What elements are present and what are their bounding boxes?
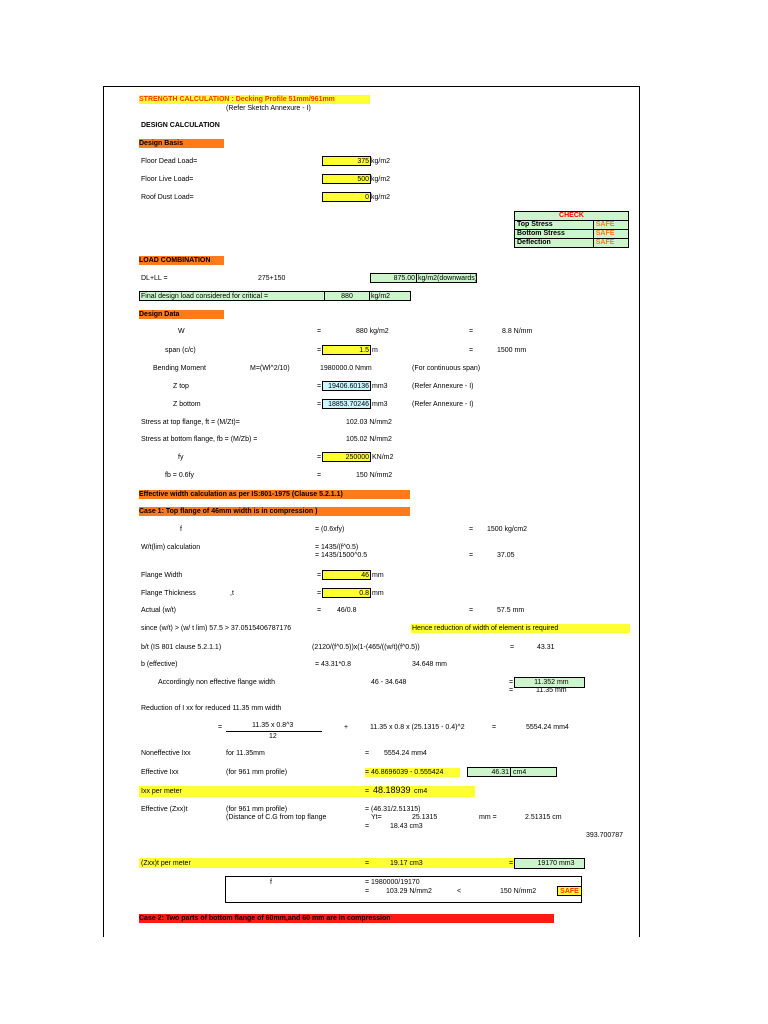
stress-value: 103.29 N/mm2: [386, 888, 432, 895]
zxx-box: [514, 858, 585, 869]
zxx-box-unit: mm3: [558, 860, 575, 867]
f-expr: = (0.6xfy): [315, 526, 345, 533]
bm-note: (For continuous span): [412, 365, 481, 372]
ztop-note: (Refer Annexure - I): [412, 383, 474, 390]
flange-width-input[interactable]: 46: [322, 570, 371, 580]
zxx-value: 18.43 cm3: [390, 823, 423, 830]
fb-value: 105.02 N/mm2: [346, 436, 392, 443]
stress-limit: 150 N/mm2: [500, 888, 537, 895]
wt-eq: =: [469, 552, 474, 559]
check-bottom-value: SAFE: [593, 230, 628, 239]
cg-distance-label: (Distance of C.G from top flange: [226, 814, 327, 821]
w-eq: =: [317, 328, 322, 335]
fb06-eq: =: [317, 472, 322, 479]
stress-f-label: f: [270, 879, 272, 886]
beff-value: 34.648 mm: [412, 661, 448, 668]
eff-ixx-expr: = 46.8696039 - 0.555424: [365, 768, 460, 777]
dlll-value: 875.00: [370, 273, 417, 283]
bm-formula: M=(Wl^2/10): [250, 365, 290, 372]
page-title: STRENGTH CALCULATION : Decking Profile 51mm/961mm: [139, 95, 370, 104]
ft-label: Stress at top flange, ft = (M/Zt)=: [141, 419, 240, 426]
roof-dust-input[interactable]: 0: [322, 192, 371, 202]
zbot-unit: mm3: [372, 401, 388, 408]
flange-thick-unit: mm: [372, 590, 384, 597]
reduction-num: 11.35 x 0.8^3: [252, 722, 294, 729]
flange-thick-label: Flange Thickness: [141, 590, 196, 597]
zxx-per-meter-eq: =: [365, 860, 370, 867]
floor-live-unit: kg/m2: [371, 176, 391, 183]
flange-width-unit: mm: [372, 572, 384, 579]
final-load-label: Final design load considered for critical =: [139, 291, 325, 301]
hence-text: Hence reduction of width of element is required: [411, 624, 630, 633]
reduction-eq: =: [218, 724, 223, 731]
zxx-eq: =: [365, 823, 370, 830]
reduction-den: 12: [269, 733, 277, 740]
zbot-label: Z bottom: [173, 401, 201, 408]
span-label: span (c/c): [165, 347, 196, 354]
w-value: 880 kg/m2: [356, 328, 389, 335]
final-load-value: 880: [324, 291, 370, 301]
stress-eq: =: [365, 888, 370, 895]
fb-label: Stress at bottom flange, fb = (M/Zb) =: [141, 436, 258, 443]
span-unit: m: [372, 347, 378, 354]
noneff-label: Noneffective Ixx: [141, 750, 191, 757]
zxx-per-meter-value: 19.17 cm3: [390, 860, 423, 867]
w-value2: 8.8 N/mm: [502, 328, 533, 335]
fy-input[interactable]: 250000: [322, 452, 371, 462]
wt-expr1: = 1435/(f^0.5): [315, 544, 359, 551]
ixx-per-meter-value: 48.18939: [373, 785, 411, 795]
fb06-value: 150 N/mm2: [356, 472, 393, 479]
fy-unit: KN/m2: [372, 454, 394, 461]
wt-expr2: = 1435/1500^0.5: [315, 552, 368, 559]
actual-wt-value: 57.5 mm: [497, 607, 525, 614]
subtitle: (Refer Sketch Annexure - I): [226, 105, 311, 112]
span-eq2: =: [469, 347, 474, 354]
ixx-per-meter-unit: cm4: [414, 788, 428, 795]
case2-header: Case 2: Two parts of bottom flange of 60mm,and 60 mm are in compression: [139, 914, 554, 923]
actual-wt-eq2: =: [469, 607, 474, 614]
check-deflection-value: SAFE: [593, 239, 628, 248]
check-top-label: Top Stress: [515, 221, 594, 230]
bm-label: Bending Moment: [153, 365, 206, 372]
design-data-header: Design Data: [139, 310, 224, 319]
bt-value: 43.31: [537, 644, 555, 651]
final-load-unit: kg/m2: [369, 291, 411, 301]
zxx-label: Effective (Zxx)t: [141, 806, 188, 813]
noneff-for: for 11.35mm: [226, 750, 265, 757]
noneff-eq: =: [365, 750, 370, 757]
fb06-label: fb = 0.6fy: [165, 472, 194, 479]
load-comb-header: LOAD COMBINATION: [139, 256, 224, 265]
w-label: W: [178, 328, 185, 335]
eff-ixx-unit: cm4: [510, 767, 557, 777]
flange-thick-sym: ,t: [230, 590, 234, 597]
zxx-per-meter-eq2: =: [509, 860, 514, 867]
eff-ixx-label: Effective Ixx: [141, 769, 179, 776]
beff-label: b (effective): [141, 661, 178, 668]
bt-expr: (2120/(f^0.5))x(1-(465/((w/t)(f^0.5)): [312, 644, 420, 651]
zxx-for: (for 961 mm profile): [226, 806, 288, 813]
case1-header: Case 1: Top flange of 46mm width is in compression ): [139, 507, 410, 516]
ztop-input[interactable]: 19406.60136: [322, 381, 371, 391]
floor-dead-input[interactable]: 375: [322, 156, 371, 166]
roof-dust-unit: kg/m2: [371, 194, 391, 201]
accord-unit: mm: [556, 679, 569, 686]
f-eq: =: [469, 526, 474, 533]
floor-dead-label: Floor Dead Load=: [141, 158, 198, 165]
accord-eq: =: [509, 679, 514, 686]
span-value2: 1500 mm: [497, 347, 527, 354]
zxx-expr: = (46.31/2.51315): [365, 806, 421, 813]
zbot-note: (Refer Annexure - I): [412, 401, 474, 408]
yt-cm: 2.51315 cm: [525, 814, 562, 821]
reduction-plus: +: [344, 724, 349, 731]
wt-value: 37.05: [497, 552, 515, 559]
actual-wt-label: Actual (w/t): [141, 607, 177, 614]
roof-dust-label: Roof Dust Load=: [141, 194, 194, 201]
accord-label: Accordingly non effective flange width: [158, 679, 275, 686]
f-value: 1500 kg/cm2: [487, 526, 528, 533]
accord-eq2: =: [509, 687, 514, 694]
ztop-unit: mm3: [372, 383, 388, 390]
yt-label: Yt=: [371, 814, 382, 821]
fy-eq: =: [317, 454, 322, 461]
flange-width-label: Flange Width: [141, 572, 183, 579]
bt-eq: =: [510, 644, 515, 651]
accord-value2: 11.35 mm: [536, 687, 567, 694]
stress-expr: = 1980000/19170: [365, 879, 420, 886]
ztop-label: Z top: [173, 383, 189, 390]
actual-wt-eq: =: [317, 607, 322, 614]
ixx-per-meter-eq: =: [365, 788, 370, 795]
dlll-expr: 275+150: [258, 275, 286, 282]
zxx-box-value: 19170: [537, 860, 557, 867]
zbot-input[interactable]: 18853.70246: [322, 399, 371, 409]
floor-live-label: Floor Live Load=: [141, 176, 194, 183]
check-deflection-label: Deflection: [515, 239, 594, 248]
side-value: 393.700787: [586, 832, 623, 839]
span-eq: =: [317, 347, 322, 354]
beff-expr: = 43.31*0.8: [315, 661, 352, 668]
check-table: [514, 211, 629, 248]
design-basis-header: Design Basis: [139, 139, 224, 148]
flange-thick-eq: =: [317, 590, 322, 597]
ft-value: 102.03 N/mm2: [346, 419, 392, 426]
actual-wt-expr: 46/0.8: [337, 607, 357, 614]
dlll-unit: kg/m2(downwards): [418, 275, 478, 282]
noneff-value: 5554.24 mm4: [384, 750, 427, 757]
fy-label: fy: [178, 454, 184, 461]
eff-ixx-for: (for 961 mm profile): [226, 769, 288, 776]
reduction-label: Reduction of I xx for reduced 11.35 mm width: [141, 705, 282, 712]
eff-width-header: Effective width calculation as per IS:801-1975 (Clause 5.2.1.1): [139, 490, 410, 499]
w-eq2: =: [469, 328, 474, 335]
eff-ixx-value: 46.31: [467, 767, 511, 777]
f-label: f: [180, 526, 182, 533]
reduction-term2: 11.35 x 0.8 x (25.1315 - 0.4)^2: [370, 724, 465, 731]
zxx-per-meter-label: (Zxx)t per meter: [141, 860, 191, 867]
flange-thick-input[interactable]: 0.8: [322, 588, 371, 598]
wt-label: W/t(lim) calculation: [141, 544, 201, 551]
reduction-eq2: =: [492, 724, 497, 731]
check-header: CHECK: [515, 212, 629, 221]
bm-value: 1980000.0 Nmm: [320, 365, 372, 372]
accord-expr: 46 - 34.648: [371, 679, 407, 686]
stress-safe-badge: SAFE: [557, 886, 582, 896]
span-input[interactable]: 1.5: [322, 345, 371, 355]
zbot-eq: =: [317, 401, 322, 408]
reduction-value: 5554.24 mm4: [526, 724, 569, 731]
ztop-eq: =: [317, 383, 322, 390]
flange-width-eq: =: [317, 572, 322, 579]
dlll-label: DL+LL =: [141, 275, 168, 282]
bt-label: b/t (IS 801 clause 5.2.1.1): [141, 644, 222, 651]
design-calc-heading: DESIGN CALCULATION: [141, 122, 220, 129]
yt-value: 25.1315: [412, 814, 438, 821]
accord-value: 11.352: [534, 679, 555, 686]
ixx-per-meter-label: Ixx per meter: [141, 788, 182, 795]
floor-live-input[interactable]: 500: [322, 174, 371, 184]
check-top-value: SAFE: [593, 221, 628, 230]
floor-dead-unit: kg/m2: [371, 158, 391, 165]
stress-lt: <: [457, 888, 462, 895]
yt-unit: mm =: [479, 814, 497, 821]
check-bottom-label: Bottom Stress: [515, 230, 594, 239]
since-text: since (w/t) > (w/ t lim) 57.5 > 37.0515406787176: [141, 625, 292, 632]
